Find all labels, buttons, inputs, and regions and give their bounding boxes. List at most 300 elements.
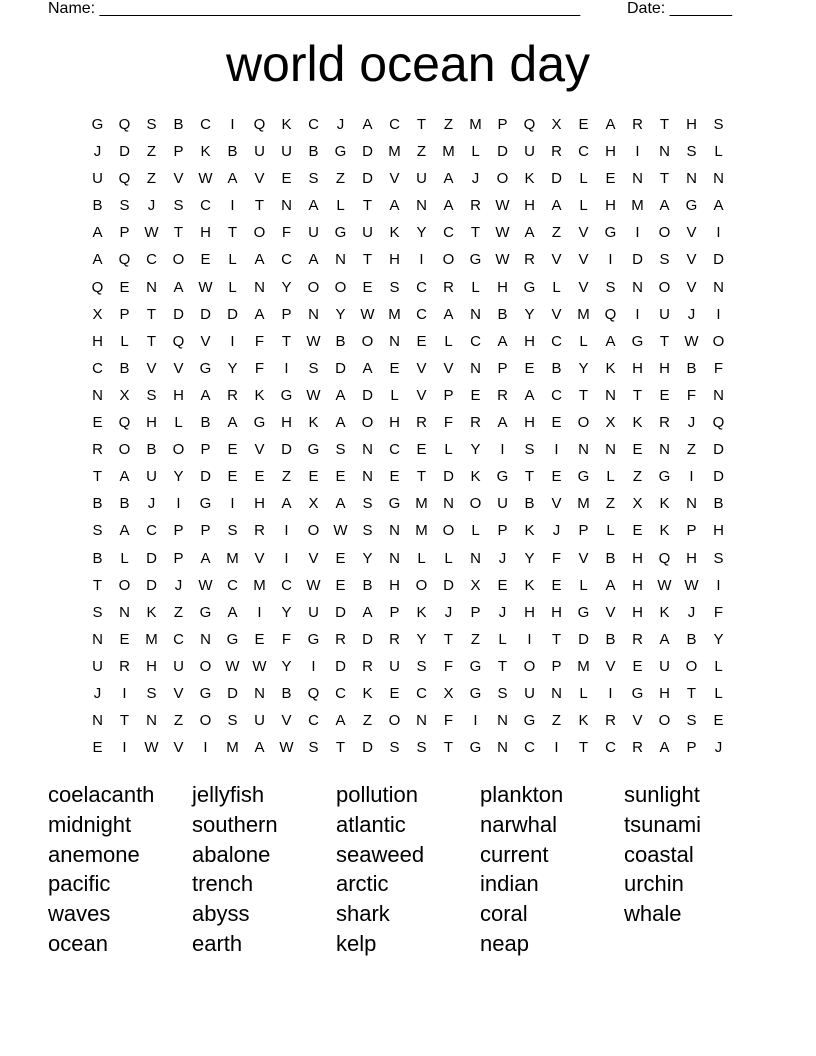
grid-cell[interactable]: Q	[712, 414, 725, 432]
grid-cell[interactable]: B	[335, 332, 346, 350]
grid-cell[interactable]: I	[203, 739, 208, 757]
grid-cell[interactable]: S	[308, 170, 319, 188]
grid-cell[interactable]: N	[470, 549, 481, 567]
grid-cell[interactable]: K	[254, 386, 265, 404]
grid-cell[interactable]: V	[443, 359, 454, 377]
grid-cell[interactable]: B	[605, 549, 616, 567]
grid-cell[interactable]: E	[254, 630, 265, 648]
grid-cell[interactable]: Y	[281, 603, 292, 621]
grid-cell[interactable]: H	[389, 251, 400, 269]
grid-cell[interactable]: Q	[118, 251, 131, 269]
grid-cell[interactable]: F	[686, 386, 697, 404]
grid-cell[interactable]: G	[523, 278, 536, 296]
grid-cell[interactable]: K	[578, 712, 589, 730]
grid-cell[interactable]: O	[523, 657, 536, 675]
grid-cell[interactable]: O	[199, 657, 212, 675]
grid-cell[interactable]: K	[632, 414, 643, 432]
grid-cell[interactable]: J	[93, 684, 102, 702]
grid-cell[interactable]: A	[92, 251, 103, 269]
grid-cell[interactable]: M	[226, 739, 239, 757]
grid-cell[interactable]: S	[92, 522, 103, 540]
grid-cell[interactable]: Y	[281, 278, 292, 296]
grid-cell[interactable]: H	[524, 332, 535, 350]
grid-cell[interactable]: W	[306, 386, 321, 404]
grid-cell[interactable]: D	[200, 305, 211, 323]
grid-cell[interactable]: N	[416, 712, 427, 730]
grid-cell[interactable]: G	[631, 684, 644, 702]
grid-cell[interactable]: Q	[253, 116, 266, 133]
grid-cell[interactable]: T	[92, 576, 103, 594]
grid-cell[interactable]: L	[579, 332, 588, 350]
grid-cell[interactable]: V	[173, 739, 184, 757]
grid-cell[interactable]: D	[578, 630, 589, 648]
grid-cell[interactable]: N	[200, 630, 211, 648]
grid-cell[interactable]: S	[605, 278, 616, 296]
grid-cell[interactable]: C	[524, 739, 535, 757]
grid-cell[interactable]: K	[200, 143, 211, 161]
grid-cell[interactable]: Y	[416, 630, 427, 648]
grid-cell[interactable]: A	[227, 414, 238, 432]
grid-cell[interactable]: E	[632, 441, 643, 459]
grid-cell[interactable]: S	[335, 441, 346, 459]
grid-cell[interactable]: H	[524, 414, 535, 432]
grid-cell[interactable]: Q	[118, 170, 131, 188]
grid-cell[interactable]: O	[442, 251, 455, 269]
grid-cell[interactable]: O	[577, 414, 590, 432]
grid-cell[interactable]: N	[92, 630, 103, 648]
grid-cell[interactable]: T	[443, 739, 454, 757]
grid-cell[interactable]: I	[608, 251, 613, 269]
grid-cell[interactable]: O	[712, 332, 725, 350]
grid-cell[interactable]: O	[658, 278, 671, 296]
grid-cell[interactable]: G	[307, 441, 320, 459]
grid-cell[interactable]: A	[335, 712, 346, 730]
grid-cell[interactable]: Q	[604, 305, 617, 323]
grid-cell[interactable]: B	[308, 143, 319, 161]
grid-cell[interactable]: N	[659, 441, 670, 459]
grid-cell[interactable]: L	[444, 549, 453, 567]
grid-cell[interactable]: F	[281, 630, 292, 648]
grid-cell[interactable]: V	[551, 251, 562, 269]
grid-cell[interactable]: F	[713, 359, 724, 377]
grid-cell[interactable]: B	[173, 116, 184, 133]
grid-cell[interactable]: H	[632, 549, 643, 567]
grid-cell[interactable]: V	[308, 549, 319, 567]
grid-cell[interactable]: A	[497, 332, 508, 350]
grid-cell[interactable]: O	[658, 712, 671, 730]
grid-cell[interactable]: A	[389, 197, 400, 215]
grid-cell[interactable]: Q	[307, 684, 320, 702]
grid-cell[interactable]: E	[119, 278, 130, 296]
grid-cell[interactable]: A	[713, 197, 724, 215]
grid-cell[interactable]: I	[230, 116, 235, 133]
grid-cell[interactable]: Z	[551, 224, 562, 242]
grid-cell[interactable]: J	[147, 495, 156, 513]
grid-cell[interactable]: I	[635, 143, 640, 161]
grid-cell[interactable]: J	[444, 603, 453, 621]
grid-cell[interactable]: R	[470, 197, 481, 215]
grid-cell[interactable]: W	[225, 657, 240, 675]
grid-cell[interactable]: M	[577, 657, 590, 675]
grid-cell[interactable]: H	[146, 657, 157, 675]
grid-cell[interactable]: W	[198, 170, 213, 188]
grid-cell[interactable]: K	[362, 684, 373, 702]
grid-cell[interactable]: E	[416, 332, 427, 350]
grid-cell[interactable]: G	[280, 386, 293, 404]
grid-cell[interactable]: G	[199, 495, 212, 513]
grid-cell[interactable]: B	[686, 630, 697, 648]
grid-cell[interactable]: E	[470, 386, 481, 404]
grid-cell[interactable]: C	[551, 332, 562, 350]
grid-cell[interactable]: L	[552, 278, 561, 296]
grid-cell[interactable]: R	[524, 251, 535, 269]
grid-cell[interactable]: H	[659, 359, 670, 377]
grid-cell[interactable]: O	[361, 414, 374, 432]
grid-cell[interactable]: V	[416, 359, 427, 377]
grid-cell[interactable]: A	[605, 116, 616, 133]
grid-cell[interactable]: H	[659, 684, 670, 702]
grid-cell[interactable]: P	[200, 522, 211, 540]
grid-cell[interactable]: F	[281, 224, 292, 242]
name-field[interactable]: Name: ______________________________________________________	[48, 0, 581, 17]
grid-cell[interactable]: O	[469, 495, 482, 513]
grid-cell[interactable]: I	[122, 684, 127, 702]
grid-cell[interactable]: X	[308, 495, 319, 513]
grid-cell[interactable]: U	[524, 684, 535, 702]
grid-cell[interactable]: P	[173, 549, 184, 567]
grid-cell[interactable]: N	[254, 684, 265, 702]
grid-cell[interactable]: E	[551, 414, 562, 432]
grid-cell[interactable]: M	[631, 197, 644, 215]
grid-cell[interactable]: V	[686, 251, 697, 269]
grid-cell[interactable]: T	[146, 332, 157, 350]
grid-cell[interactable]: T	[578, 739, 589, 757]
grid-cell[interactable]: T	[416, 116, 427, 133]
grid-cell[interactable]: V	[389, 170, 400, 188]
grid-cell[interactable]: U	[173, 657, 184, 675]
grid-cell[interactable]: D	[551, 170, 562, 188]
grid-cell[interactable]: S	[686, 143, 697, 161]
grid-cell[interactable]: R	[632, 116, 643, 133]
grid-cell[interactable]: L	[606, 522, 615, 540]
grid-cell[interactable]: B	[146, 441, 157, 459]
grid-cell[interactable]: D	[119, 143, 130, 161]
grid-cell[interactable]: O	[199, 712, 212, 730]
grid-cell[interactable]: L	[714, 143, 723, 161]
grid-cell[interactable]: W	[198, 576, 213, 594]
grid-cell[interactable]: H	[389, 576, 400, 594]
grid-cell[interactable]: N	[497, 739, 508, 757]
grid-cell[interactable]: K	[470, 468, 481, 486]
grid-cell[interactable]: L	[444, 332, 453, 350]
grid-cell[interactable]: L	[714, 657, 723, 675]
grid-cell[interactable]: V	[578, 224, 589, 242]
grid-cell[interactable]: D	[335, 657, 346, 675]
grid-cell[interactable]: X	[92, 305, 103, 323]
grid-cell[interactable]: L	[579, 170, 588, 188]
grid-cell[interactable]: L	[714, 684, 723, 702]
grid-cell[interactable]: H	[686, 116, 697, 133]
grid-cell[interactable]: A	[551, 197, 562, 215]
grid-cell[interactable]: Z	[551, 712, 562, 730]
grid-cell[interactable]: I	[257, 603, 262, 621]
grid-cell[interactable]: L	[579, 684, 588, 702]
grid-cell[interactable]: T	[119, 712, 130, 730]
grid-cell[interactable]: L	[471, 278, 480, 296]
grid-cell[interactable]: O	[388, 712, 401, 730]
grid-cell[interactable]: P	[497, 522, 508, 540]
grid-cell[interactable]: N	[281, 197, 292, 215]
grid-cell[interactable]: N	[605, 441, 616, 459]
grid-cell[interactable]: U	[389, 657, 400, 675]
grid-cell[interactable]: I	[473, 712, 478, 730]
grid-cell[interactable]: T	[92, 468, 103, 486]
grid-cell[interactable]: E	[713, 712, 724, 730]
grid-cell[interactable]: K	[524, 576, 535, 594]
grid-cell[interactable]: N	[578, 441, 589, 459]
grid-cell[interactable]: A	[308, 251, 319, 269]
grid-cell[interactable]: S	[659, 251, 670, 269]
grid-cell[interactable]: R	[659, 414, 670, 432]
grid-cell[interactable]: A	[659, 197, 670, 215]
grid-cell[interactable]: A	[335, 495, 346, 513]
grid-cell[interactable]: T	[227, 224, 238, 242]
grid-cell[interactable]: L	[174, 414, 183, 432]
grid-cell[interactable]: A	[254, 739, 265, 757]
grid-cell[interactable]: H	[281, 414, 292, 432]
grid-cell[interactable]: F	[443, 712, 454, 730]
grid-cell[interactable]: L	[579, 576, 588, 594]
grid-cell[interactable]: M	[226, 549, 239, 567]
grid-cell[interactable]: O	[172, 251, 185, 269]
grid-cell[interactable]: F	[443, 414, 454, 432]
grid-cell[interactable]: D	[227, 305, 238, 323]
grid-cell[interactable]: J	[714, 739, 723, 757]
grid-cell[interactable]: P	[578, 522, 589, 540]
grid-cell[interactable]: K	[659, 495, 670, 513]
grid-cell[interactable]: D	[443, 576, 454, 594]
grid-cell[interactable]: A	[524, 386, 535, 404]
grid-cell[interactable]: N	[713, 386, 724, 404]
grid-cell[interactable]: D	[362, 739, 373, 757]
grid-cell[interactable]: B	[551, 359, 562, 377]
grid-cell[interactable]: N	[389, 549, 400, 567]
grid-cell[interactable]: C	[416, 305, 427, 323]
grid-cell[interactable]: D	[362, 630, 373, 648]
grid-cell[interactable]: N	[254, 278, 265, 296]
grid-cell[interactable]: E	[335, 468, 346, 486]
grid-cell[interactable]: W	[495, 251, 510, 269]
grid-cell[interactable]: W	[684, 332, 699, 350]
grid-cell[interactable]: B	[281, 684, 292, 702]
grid-cell[interactable]: G	[334, 143, 347, 161]
grid-cell[interactable]: V	[254, 441, 265, 459]
grid-cell[interactable]: N	[362, 441, 373, 459]
grid-cell[interactable]: A	[200, 386, 211, 404]
grid-cell[interactable]: M	[577, 495, 590, 513]
grid-cell[interactable]: M	[415, 495, 428, 513]
grid-cell[interactable]: V	[578, 278, 589, 296]
grid-cell[interactable]: T	[470, 224, 481, 242]
grid-cell[interactable]: N	[632, 170, 643, 188]
grid-cell[interactable]: K	[146, 603, 157, 621]
grid-cell[interactable]: I	[716, 224, 721, 242]
grid-cell[interactable]: L	[390, 386, 399, 404]
grid-cell[interactable]: N	[92, 386, 103, 404]
grid-cell[interactable]: S	[497, 684, 508, 702]
grid-cell[interactable]: F	[551, 549, 562, 567]
grid-cell[interactable]: Z	[173, 603, 184, 621]
grid-cell[interactable]: M	[442, 143, 455, 161]
grid-cell[interactable]: R	[551, 143, 562, 161]
grid-cell[interactable]: M	[253, 576, 266, 594]
grid-cell[interactable]: N	[146, 278, 157, 296]
grid-cell[interactable]: N	[389, 522, 400, 540]
grid-cell[interactable]: N	[146, 712, 157, 730]
date-field[interactable]: Date: _______	[627, 0, 732, 17]
grid-cell[interactable]: O	[307, 278, 320, 296]
grid-cell[interactable]: E	[416, 441, 427, 459]
grid-cell[interactable]: U	[254, 143, 265, 161]
grid-cell[interactable]: Y	[578, 359, 589, 377]
grid-cell[interactable]: X	[443, 684, 454, 702]
grid-cell[interactable]: R	[632, 630, 643, 648]
grid-cell[interactable]: G	[388, 495, 401, 513]
grid-cell[interactable]: N	[686, 170, 697, 188]
grid-cell[interactable]: D	[497, 143, 508, 161]
grid-cell[interactable]: Q	[523, 116, 536, 133]
grid-cell[interactable]: U	[416, 170, 427, 188]
grid-cell[interactable]: C	[551, 386, 562, 404]
grid-cell[interactable]: B	[605, 630, 616, 648]
grid-cell[interactable]: L	[336, 197, 345, 215]
grid-cell[interactable]: Z	[362, 712, 373, 730]
grid-cell[interactable]: I	[716, 305, 721, 323]
grid-cell[interactable]: V	[686, 224, 697, 242]
grid-cell[interactable]: Z	[281, 468, 292, 486]
grid-cell[interactable]: M	[388, 143, 401, 161]
grid-cell[interactable]: C	[308, 116, 319, 133]
grid-cell[interactable]: I	[635, 224, 640, 242]
grid-cell[interactable]: G	[199, 603, 212, 621]
grid-cell[interactable]: N	[389, 332, 400, 350]
grid-cell[interactable]: L	[417, 549, 426, 567]
grid-cell[interactable]: I	[527, 630, 532, 648]
grid-cell[interactable]: D	[632, 251, 643, 269]
grid-cell[interactable]: K	[416, 603, 427, 621]
grid-cell[interactable]: X	[551, 116, 562, 133]
grid-cell[interactable]: V	[578, 251, 589, 269]
grid-cell[interactable]: W	[252, 657, 267, 675]
grid-cell[interactable]: E	[632, 522, 643, 540]
grid-cell[interactable]: N	[686, 495, 697, 513]
grid-cell[interactable]: Q	[91, 278, 104, 296]
grid-cell[interactable]: A	[659, 739, 670, 757]
grid-cell[interactable]: S	[524, 441, 535, 459]
grid-cell[interactable]: R	[119, 657, 130, 675]
grid-cell[interactable]: B	[92, 495, 103, 513]
grid-cell[interactable]: L	[228, 278, 237, 296]
grid-cell[interactable]: I	[419, 251, 424, 269]
grid-cell[interactable]: N	[659, 143, 670, 161]
grid-cell[interactable]: A	[443, 170, 454, 188]
grid-cell[interactable]: X	[605, 414, 616, 432]
grid-cell[interactable]: V	[551, 495, 562, 513]
grid-cell[interactable]: H	[713, 522, 724, 540]
grid-cell[interactable]: O	[685, 657, 698, 675]
grid-cell[interactable]: C	[146, 251, 157, 269]
grid-cell[interactable]: D	[227, 684, 238, 702]
grid-cell[interactable]: H	[254, 495, 265, 513]
grid-cell[interactable]: E	[227, 441, 238, 459]
grid-cell[interactable]: R	[605, 712, 616, 730]
grid-cell[interactable]: I	[608, 684, 613, 702]
grid-cell[interactable]: C	[281, 576, 292, 594]
grid-cell[interactable]: P	[173, 522, 184, 540]
grid-cell[interactable]: X	[119, 386, 130, 404]
grid-cell[interactable]: P	[443, 386, 454, 404]
grid-cell[interactable]: A	[173, 278, 184, 296]
grid-cell[interactable]: S	[686, 712, 697, 730]
grid-cell[interactable]: G	[577, 468, 590, 486]
grid-cell[interactable]: T	[146, 305, 157, 323]
grid-cell[interactable]: Q	[172, 332, 185, 350]
grid-cell[interactable]: M	[469, 116, 482, 133]
grid-cell[interactable]: L	[606, 468, 615, 486]
grid-cell[interactable]: C	[389, 441, 400, 459]
grid-cell[interactable]: B	[713, 495, 724, 513]
grid-cell[interactable]: J	[687, 305, 696, 323]
grid-cell[interactable]: U	[659, 305, 670, 323]
grid-cell[interactable]: H	[173, 386, 184, 404]
grid-cell[interactable]: B	[227, 143, 238, 161]
grid-cell[interactable]: X	[470, 576, 481, 594]
grid-cell[interactable]: C	[416, 684, 427, 702]
grid-cell[interactable]: B	[92, 549, 103, 567]
grid-cell[interactable]: A	[443, 305, 454, 323]
grid-cell[interactable]: C	[92, 359, 103, 377]
grid-cell[interactable]: W	[495, 197, 510, 215]
grid-cell[interactable]: N	[713, 278, 724, 296]
grid-cell[interactable]: S	[389, 739, 400, 757]
grid-cell[interactable]: E	[362, 278, 373, 296]
grid-cell[interactable]: T	[659, 116, 670, 133]
grid-cell[interactable]: A	[308, 197, 319, 215]
grid-cell[interactable]: B	[686, 359, 697, 377]
grid-cell[interactable]: P	[389, 603, 400, 621]
grid-cell[interactable]: U	[92, 657, 103, 675]
grid-cell[interactable]: H	[200, 224, 211, 242]
grid-cell[interactable]: I	[230, 495, 235, 513]
grid-cell[interactable]: H	[686, 549, 697, 567]
grid-cell[interactable]: K	[524, 522, 535, 540]
grid-cell[interactable]: W	[306, 576, 321, 594]
grid-cell[interactable]: S	[227, 522, 238, 540]
grid-cell[interactable]: U	[308, 224, 319, 242]
grid-cell[interactable]: N	[470, 305, 481, 323]
grid-cell[interactable]: R	[470, 414, 481, 432]
grid-cell[interactable]: O	[253, 224, 266, 242]
grid-cell[interactable]: I	[284, 522, 289, 540]
grid-cell[interactable]: B	[119, 495, 130, 513]
grid-cell[interactable]: S	[713, 549, 724, 567]
grid-cell[interactable]: T	[659, 332, 670, 350]
grid-cell[interactable]: H	[389, 414, 400, 432]
grid-cell[interactable]: Y	[227, 359, 238, 377]
grid-cell[interactable]: P	[497, 359, 508, 377]
grid-cell[interactable]: D	[200, 468, 211, 486]
grid-cell[interactable]: L	[471, 522, 480, 540]
